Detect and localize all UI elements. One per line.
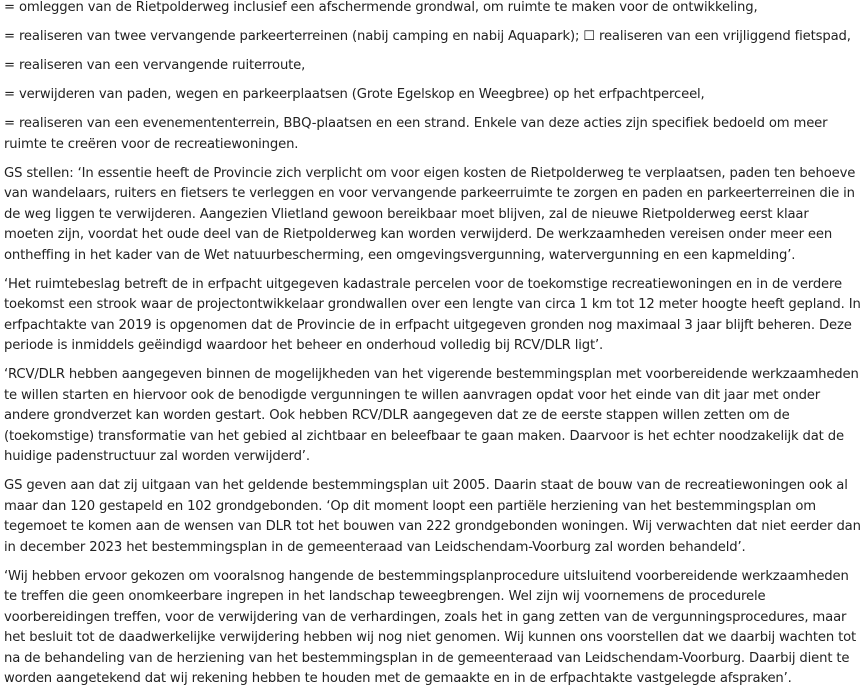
bullet-paragraph-3: = realiseren van een vervangende ruiterroute, (4, 58, 306, 73)
body-paragraph-2: ‘Het ruimtebeslag betreft de in erfpacht uitgegeven kadastrale percelen voor de toekomstige recreatiewoningen en in de verdere toekomst een strook waar de projectontwikkelaar grondwallen over een lengte van circa 1 km tot 12 meter hoogte heeft gepland. In erfpachtakte van 2019 is opgenomen dat de Provincie de in erfpacht uitgegeven gronden nog maximaal 3 jaar blijft beheren. Deze periode is inmiddels geëindigd waardoor het beheer en onderhoud volledig bij RCV/DLR ligt’. (4, 276, 861, 353)
document-body (4, 0, 862, 698)
body-paragraph-5: ‘Wij hebben ervoor gekozen om vooralsnog hangende de bestemmingsplanprocedure uitsluitend voorbereidende werkzaamheden te treffen die geen onomkeerbare ingrepen in het landschap teweegbrengen. Wel zijn wij voornemens de procedurele voorbereidingen treffen, voor de verwijdering van de verhardingen, zoals het in gang zetten van de vergunningsprocedures, maar het besluit tot de daadwerkelijke verwijdering hebben wij nog niet genomen. Wij kunnen ons voorstellen dat we daarbij wachten tot na de behandeling van de herziening van het bestemmingsplan in de gemeenteraad van Leidschendam-Voorburg. Daarbij dient te worden aangetekend dat wij rekening hebben te houden met de gemaakte en in de erfpachtakte vastgelegde afspraken’. (4, 568, 857, 686)
body-paragraph-4: GS geven aan dat zij uitgaan van het geldende bestemmingsplan uit 2005. Daarin staat de bouw van de recreatiewoningen ook al maar dan 120 gestapeld en 102 grondgebonden. ‘Op dit moment loopt een partiële herziening van het bestemmingsplan om tegemoet te komen aan de wensen van DLR tot het bouwen van 222 grondgebonden woningen. Wij verwachten dat niet eerder dan in december 2023 het bestemmingsplan in de gemeenteraad van Leidschendam-Voorburg zal worden behandeld’. (4, 478, 861, 555)
bullet-paragraph-1: = omleggen van de Rietpolderweg inclusief een afschermende grondwal, om ruimte te maken voor de ontwikkeling, (4, 0, 758, 15)
bullet-paragraph-2: = realiseren van twee vervangende parkeerterreinen (nabij camping en nabij Aquapark); ☐ realiseren van een vrijliggend fietspad, (4, 29, 851, 44)
body-paragraph-3: ‘RCV/DLR hebben aangegeven binnen de mogelijkheden van het vigerende bestemmingsplan met voorbereidende werkzaamheden te willen starten en hiervoor ook de benodigde vergunningen te willen aanvragen opdat voor het einde van dit jaar met onder andere grondverzet kan worden gestart. Ook hebben RCV/DLR aangegeven dat ze de eerste stappen willen zetten om de (toekomstige) transformatie van het gebied al zichtbaar en beleefbaar te gaan maken. Daarvoor is het echter noodzakelijk dat de huidige padenstructuur zal worden verwijderd’. (4, 367, 859, 464)
body-paragraph-1: GS stellen: ‘In essentie heeft de Provincie zich verplicht om voor eigen kosten de Rietpolderweg te verplaatsen, paden ten behoeve van wandelaars, ruiters en fietsers te verleggen en voor vervangende parkeerruimte te zorgen en paden en parkeerterreinen die in de weg liggen te verwijderen. Aangezien Vlietland gewoon bereikbaar moet blijven, zal de nieuwe Rietpolderweg eerst klaar moeten zijn, voordat het oude deel van de Rietpolderweg kan worden verwijderd. De werkzaamheden vereisen onder meer een ontheffing in het kader van de Wet natuurbescherming, een omgevingsvergunning, watervergunning en een kapmelding’. (4, 165, 856, 263)
bullet-paragraph-5: = realiseren van een evenemententerrein, BBQ-plaatsen en een strand. Enkele van deze acties zijn specifiek bedoeld om meer ruimte te creëren voor de recreatiewoningen. (4, 116, 828, 152)
bullet-paragraph-4: = verwijderen van paden, wegen en parkeerplaatsen (Grote Egelskop en Weegbree) op het erfpachtperceel, (4, 87, 705, 102)
